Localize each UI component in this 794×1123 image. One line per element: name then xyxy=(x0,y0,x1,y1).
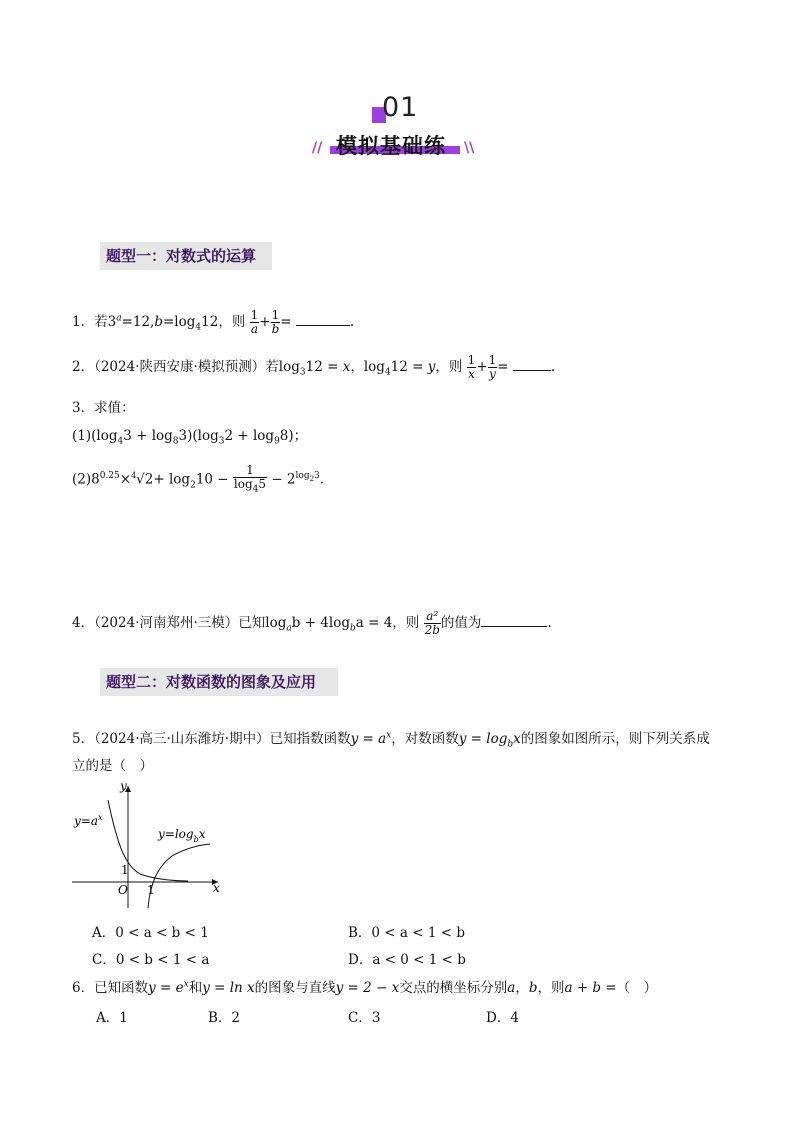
q1-eq: =12, xyxy=(121,314,155,330)
q3-p1-label: (1) xyxy=(72,428,92,444)
q1-text: 若 xyxy=(94,314,108,330)
x-one-label: 1 xyxy=(147,883,155,897)
q3-p1-expr: (log xyxy=(91,428,118,444)
q1-fraction-1 xyxy=(250,309,260,336)
q3-p1-expr: 3)(log xyxy=(178,428,219,444)
q6-option-d[interactable]: D．4 xyxy=(486,1010,519,1026)
q6-var: b xyxy=(528,980,538,996)
q6-option-a[interactable]: A．1 xyxy=(96,1010,128,1026)
q6-text: 交点的横坐标分别 xyxy=(399,980,508,996)
question-4 xyxy=(72,610,552,637)
q3-p2-exp-sub: 2 xyxy=(309,475,315,483)
q4-expr: a = 4 xyxy=(355,615,393,631)
answer-blank[interactable] xyxy=(513,358,551,371)
q2-fraction-2 xyxy=(488,354,498,381)
log-label-sub: b xyxy=(193,835,199,844)
q1-eq: 3 xyxy=(107,314,117,330)
q3-p2-root-index: 4 xyxy=(131,471,137,481)
q3-p2-fraction-den xyxy=(233,478,267,496)
question-6 xyxy=(72,976,657,996)
q3-p2-label: (2) xyxy=(72,471,92,488)
q6-text: 的图象与直线 xyxy=(254,980,336,996)
q3-p2-den-log: log xyxy=(233,477,253,491)
q3-p2-den-val: 5 xyxy=(258,477,267,491)
question-1 xyxy=(72,309,354,336)
q2-plus: + xyxy=(476,359,488,375)
q2-sub: 3 xyxy=(299,367,306,378)
log-label-var: x xyxy=(198,827,206,841)
log-label xyxy=(157,827,206,844)
q3-p2-fraction-num: 1 xyxy=(233,464,267,478)
question-3-part-2 xyxy=(72,464,333,496)
q1-end: . xyxy=(349,314,355,330)
q2-comma: ， xyxy=(350,359,364,375)
question-3-part-1 xyxy=(72,424,307,447)
q1-fraction-1-num: 1 xyxy=(250,308,259,322)
q2-eq: 12 = xyxy=(305,359,343,375)
q3-p2-end: ． xyxy=(319,471,334,488)
question-2 xyxy=(72,354,555,381)
log-curve xyxy=(148,844,210,908)
q3-p1-sub: 8 xyxy=(172,436,179,447)
q2-var: x xyxy=(342,359,351,375)
q3-p2-expr: 8 xyxy=(91,471,100,488)
q6-var: a xyxy=(507,980,516,996)
q3-p1-sub: 9 xyxy=(274,436,280,447)
q5-sup: x xyxy=(386,730,392,741)
section-heading-1: 题型一：对数式的运算 xyxy=(100,242,272,270)
q1-sub: 4 xyxy=(195,322,202,333)
page-title: 模拟基础练 xyxy=(336,134,446,158)
q1-var: b xyxy=(154,314,163,330)
q5-source: （2024·高三·山东潍坊·期中）已知指数函数 xyxy=(94,731,351,747)
answer-blank[interactable] xyxy=(481,614,547,627)
q1-fraction-1-den: a xyxy=(250,322,259,336)
q6-option-c[interactable]: C．3 xyxy=(348,1010,381,1026)
q6-func: y = ln x xyxy=(202,980,255,996)
log-label-text: y=log xyxy=(158,827,194,841)
origin-label: O xyxy=(118,883,128,897)
q3-p2-expr: × xyxy=(119,471,132,488)
chapter-number: 01 xyxy=(382,92,419,123)
q2-fraction-1-den: x xyxy=(468,367,475,381)
q4-expr: log xyxy=(265,615,287,631)
q4-end: . xyxy=(547,615,552,631)
q6-func: y = e xyxy=(148,980,184,996)
q4-fraction-num: a² xyxy=(424,610,441,624)
q3-p1-sub: 3 xyxy=(218,436,225,447)
q6-sup: x xyxy=(183,979,189,990)
q3-p2-sub: 2 xyxy=(190,480,196,491)
q4-sub: a xyxy=(286,623,292,634)
q3-p2-sup: 0.25 xyxy=(99,471,120,482)
q2-eq: 12 = xyxy=(390,359,428,375)
q4-source: （2024·河南郑州·三模）已知 xyxy=(94,615,266,631)
q3-p1-end: ； xyxy=(293,428,308,444)
q3-p2-exponent xyxy=(296,471,320,481)
q2-fraction-1-num: 1 xyxy=(467,353,476,367)
q5-function-graph xyxy=(68,778,228,913)
q5-option-d[interactable]: D．a < 0 < 1 < b xyxy=(348,952,466,968)
q4-fraction-den: 2b xyxy=(424,623,440,637)
q2-source: （2024·陕西安康·模拟预测）若 xyxy=(94,359,279,375)
y-one-label: 1 xyxy=(121,863,129,877)
q5-func: y = a xyxy=(350,731,387,747)
q2-number: 2． xyxy=(72,359,95,375)
q6-text: 已知函数 xyxy=(94,980,149,996)
q1-number: 1． xyxy=(72,314,95,330)
q2-fraction-2-den: y xyxy=(489,367,496,381)
question-5-line-2: 立的是（ ） xyxy=(72,758,153,774)
q6-number: 6． xyxy=(72,980,95,996)
q3-p1-expr: 3 + log xyxy=(123,428,173,444)
question-3 xyxy=(72,396,135,416)
q1-eq: 12 xyxy=(201,314,219,330)
q2-fraction-1 xyxy=(467,354,477,381)
q5-option-a[interactable]: A．0 < a < b < 1 xyxy=(92,925,209,941)
q1-eq: =log xyxy=(163,314,196,330)
q3-p2-den-sub: 4 xyxy=(252,484,259,495)
q6-func: y = 2 − x xyxy=(335,980,400,996)
title-slash-right: \\ xyxy=(464,140,475,156)
q6-end: （ ） xyxy=(616,980,658,996)
q2-log: log xyxy=(363,359,385,375)
q3-p2-root: √2 xyxy=(136,471,154,488)
q6-sep: ， xyxy=(515,980,529,996)
q5-sub: b xyxy=(507,739,514,750)
q4-expr: b + 4log xyxy=(291,615,350,631)
q1-fraction-2-num: 1 xyxy=(271,308,280,322)
q3-p1-expr: 8) xyxy=(279,428,294,444)
q4-number: 4． xyxy=(72,615,95,631)
q5-number: 5． xyxy=(72,731,95,747)
q1-plus: + xyxy=(259,314,271,330)
q1-equals: = xyxy=(280,314,292,330)
q5-text: 的图象如图所示，则下列关系成 xyxy=(520,731,710,747)
q2-log: log xyxy=(278,359,300,375)
q6-sum: a + b = xyxy=(564,980,617,996)
q5-var: x xyxy=(513,731,521,747)
q2-end: . xyxy=(550,359,556,375)
q2-equals: = xyxy=(497,359,509,375)
q6-text: ，则 xyxy=(537,980,565,996)
q4-sub: b xyxy=(349,623,356,634)
q5-func: y = log xyxy=(458,731,508,747)
q3-p1-expr: 2 + log xyxy=(224,428,275,444)
q1-fraction-2-den: b xyxy=(271,322,280,336)
q3-text: 求值： xyxy=(94,400,135,416)
q2-var: y xyxy=(427,359,436,375)
q3-p2-expr: − 2 xyxy=(271,471,296,488)
q4-tail: 的值为 xyxy=(440,615,482,631)
q3-p2-expr: 10 − xyxy=(195,471,229,488)
q3-p2-fraction xyxy=(233,464,267,496)
title-slash-left: // xyxy=(312,140,323,156)
q3-number: 3． xyxy=(72,400,95,416)
q5-option-c[interactable]: C．0 < b < 1 < a xyxy=(92,952,210,968)
q6-text: 和 xyxy=(188,980,203,996)
x-axis-label: x xyxy=(213,881,220,895)
exp-label-sup: x xyxy=(98,813,103,822)
q1-text: ，则 xyxy=(218,314,246,330)
q3-p2-exp-val: 3 xyxy=(314,471,320,482)
section-heading-2: 题型二：对数函数的图象及应用 xyxy=(100,668,338,696)
q2-then: ，则 xyxy=(435,359,463,375)
q3-p2-exp-log: log xyxy=(295,471,310,482)
q3-p1-sub: 4 xyxy=(117,436,124,447)
exp-label xyxy=(73,813,103,828)
answer-blank[interactable] xyxy=(296,313,350,326)
q5-option-b[interactable]: B．0 < a < 1 < b xyxy=(348,925,465,941)
question-5 xyxy=(72,727,710,750)
q4-fraction xyxy=(424,610,441,637)
q1-fraction-2 xyxy=(271,309,281,336)
q4-then: ，则 xyxy=(392,615,420,631)
q3-p2-expr: + log xyxy=(153,471,191,488)
q1-sup: a xyxy=(116,313,122,324)
q6-option-b[interactable]: B．2 xyxy=(208,1010,241,1026)
q2-sub: 4 xyxy=(384,367,391,378)
y-axis-label: y xyxy=(120,779,127,793)
q2-fraction-2-num: 1 xyxy=(488,353,497,367)
exp-label-text: y=a xyxy=(74,814,98,828)
q5-text: ，对数函数 xyxy=(391,731,459,747)
